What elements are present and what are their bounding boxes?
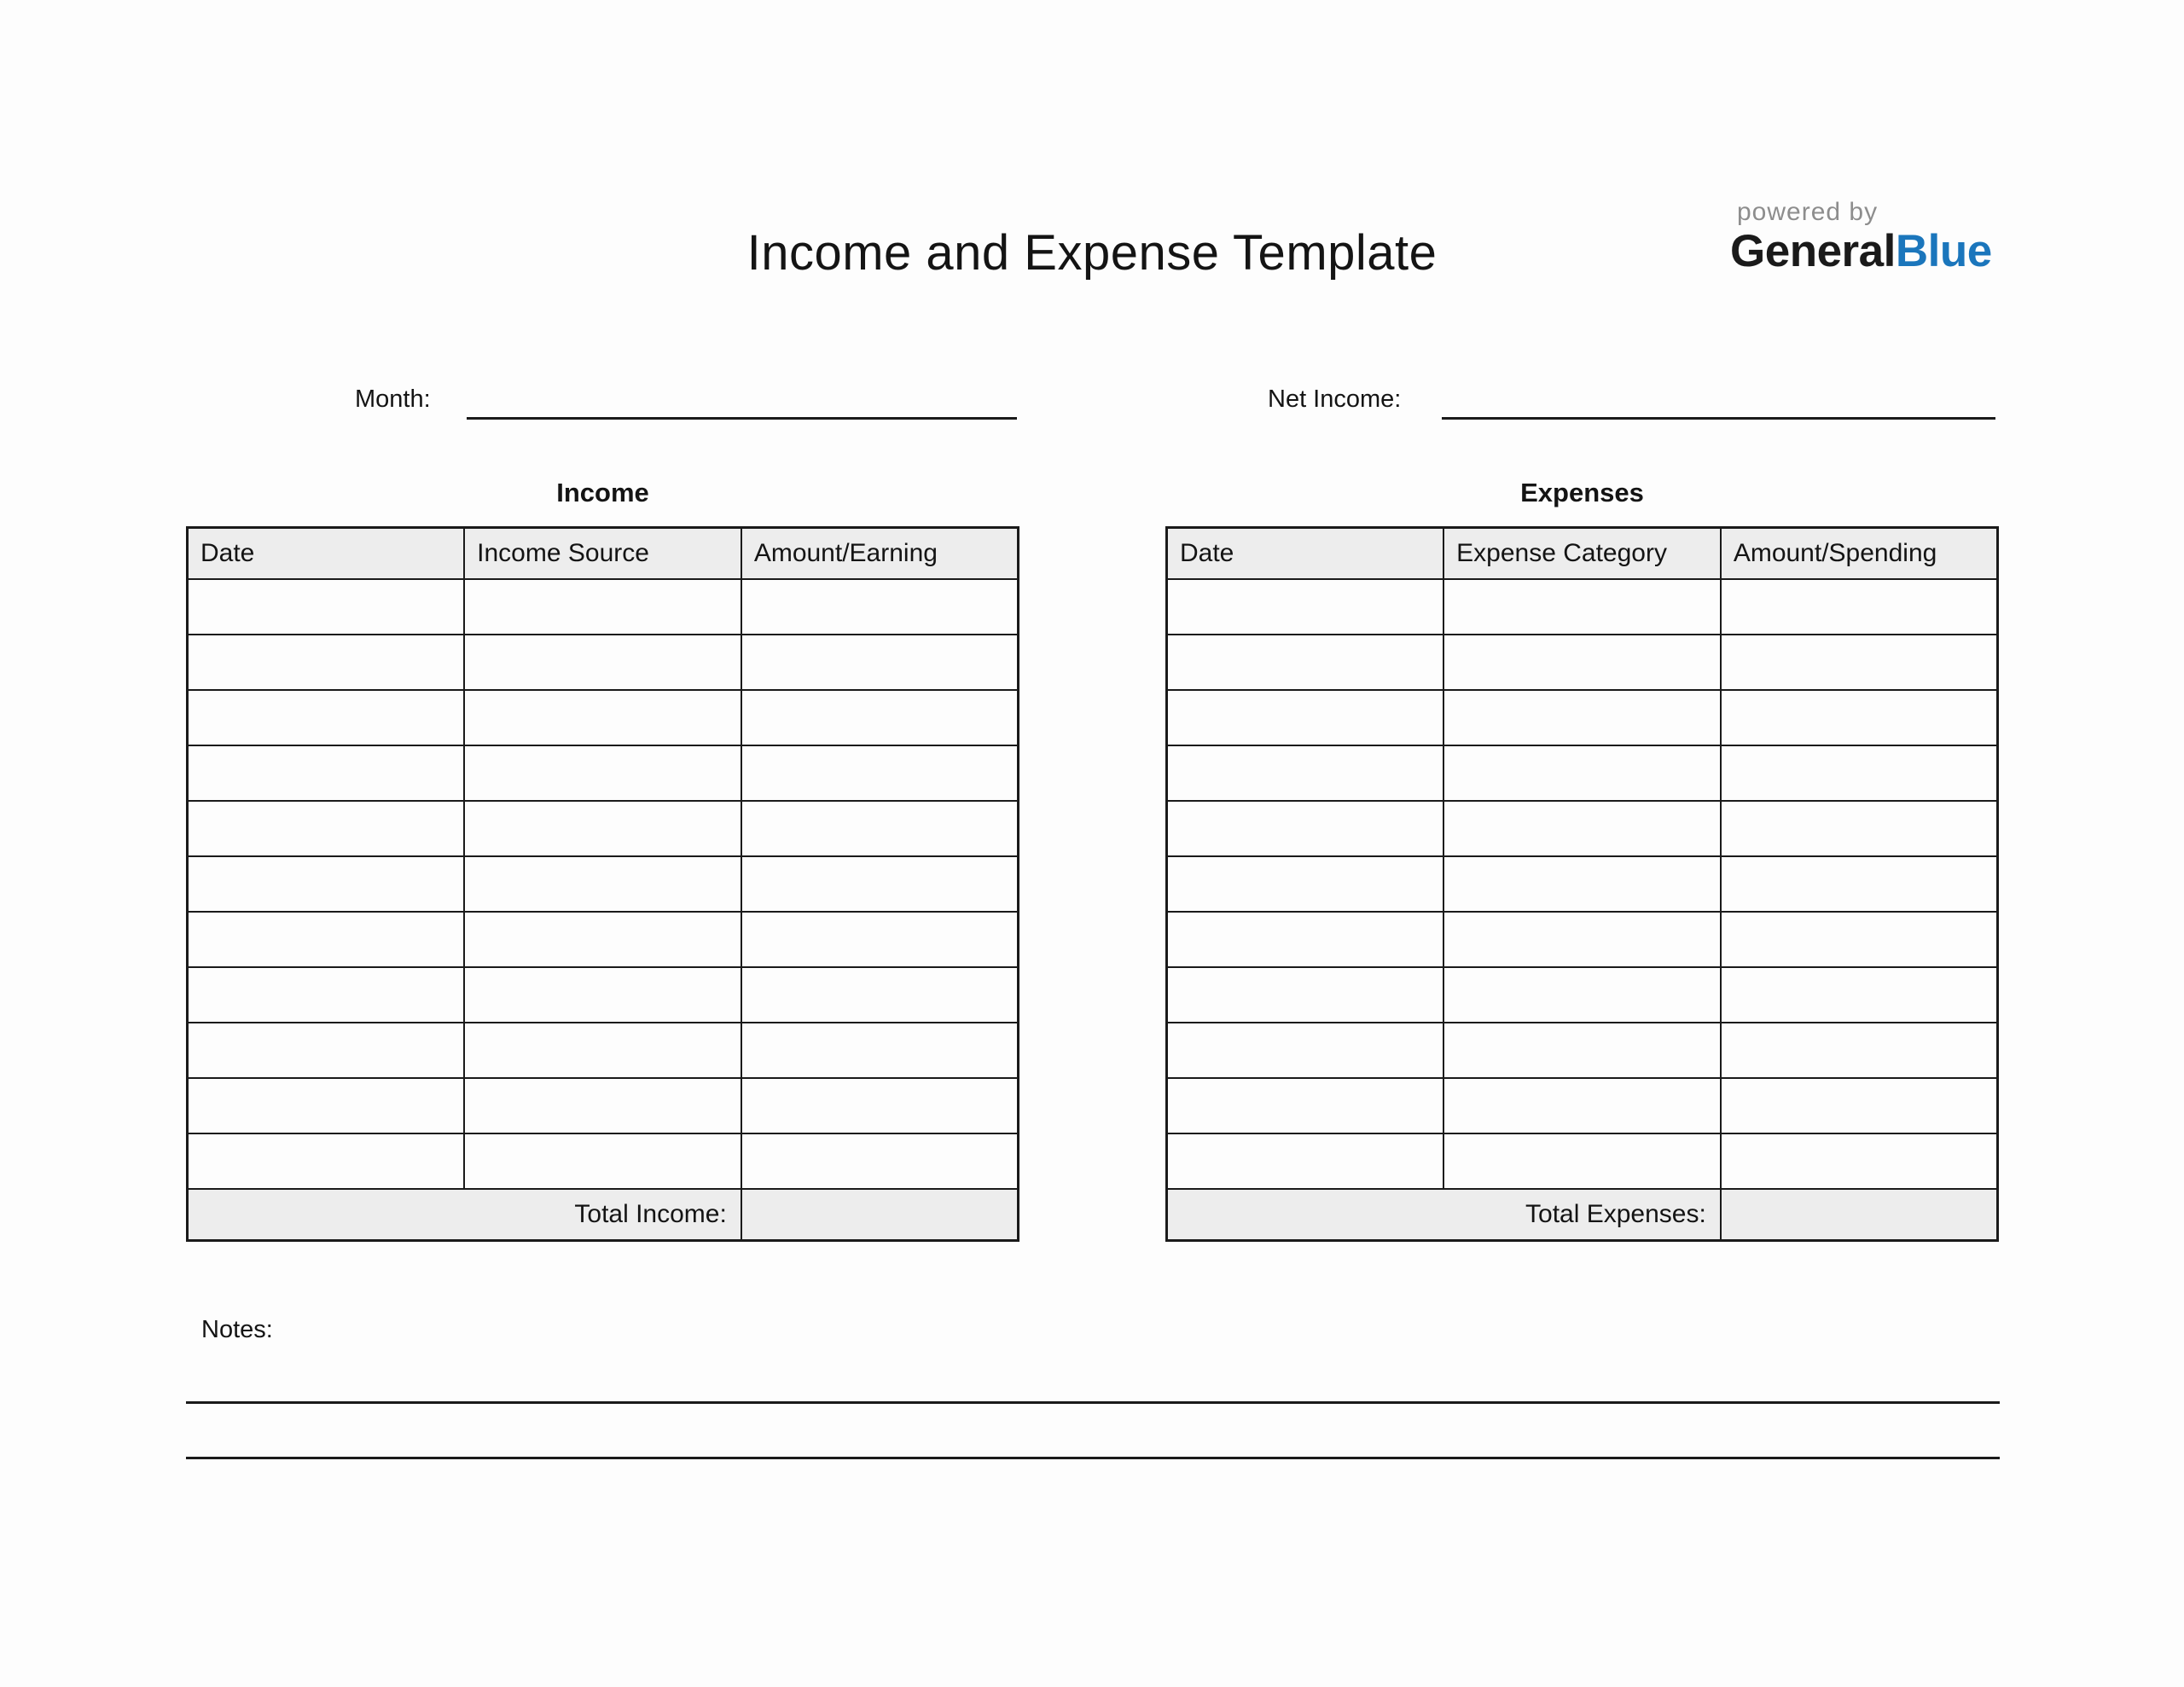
income-table bbox=[186, 526, 1019, 1242]
brand-name-accent: Blue bbox=[1895, 226, 1992, 276]
notes-line-2[interactable] bbox=[186, 1457, 2000, 1459]
empty-cell[interactable] bbox=[188, 801, 465, 856]
table-row bbox=[1167, 1023, 1998, 1078]
empty-cell[interactable] bbox=[1167, 579, 1444, 635]
empty-cell[interactable] bbox=[741, 801, 1019, 856]
brand-name bbox=[1730, 226, 1992, 276]
header-row bbox=[1167, 528, 1998, 580]
empty-cell[interactable] bbox=[188, 690, 465, 745]
table-row bbox=[188, 1078, 1019, 1133]
brand-name-primary: General bbox=[1730, 226, 1896, 276]
empty-cell[interactable] bbox=[1167, 801, 1444, 856]
header-row bbox=[188, 528, 1019, 580]
empty-cell[interactable] bbox=[1721, 745, 1998, 801]
empty-cell[interactable] bbox=[741, 1078, 1019, 1133]
total-value-cell[interactable] bbox=[741, 1189, 1019, 1241]
empty-cell[interactable] bbox=[1721, 1023, 1998, 1078]
empty-cell[interactable] bbox=[1443, 690, 1721, 745]
empty-cell[interactable] bbox=[1721, 967, 1998, 1023]
empty-cell[interactable] bbox=[1167, 1078, 1444, 1133]
notes-label: Notes: bbox=[201, 1316, 273, 1343]
empty-cell[interactable] bbox=[1443, 579, 1721, 635]
table-row bbox=[188, 1133, 1019, 1189]
empty-cell[interactable] bbox=[1443, 635, 1721, 690]
column-header-income-source: Income Source bbox=[464, 528, 741, 580]
empty-cell[interactable] bbox=[1721, 690, 1998, 745]
empty-cell[interactable] bbox=[188, 856, 465, 912]
page-title: Income and Expense Template bbox=[746, 225, 1438, 281]
total-value-cell[interactable] bbox=[1721, 1189, 1998, 1241]
empty-cell[interactable] bbox=[464, 579, 741, 635]
total-label: Total Expenses: bbox=[1167, 1189, 1721, 1241]
empty-cell[interactable] bbox=[464, 967, 741, 1023]
month-value-field[interactable] bbox=[478, 386, 1007, 416]
empty-cell[interactable] bbox=[1721, 1078, 1998, 1133]
net-income-write-line[interactable] bbox=[1442, 417, 1995, 420]
table-row bbox=[188, 579, 1019, 635]
table-row bbox=[1167, 690, 1998, 745]
empty-cell[interactable] bbox=[1443, 1133, 1721, 1189]
empty-cell[interactable] bbox=[1167, 967, 1444, 1023]
table-row bbox=[188, 1023, 1019, 1078]
empty-cell[interactable] bbox=[1167, 1133, 1444, 1189]
empty-cell[interactable] bbox=[1167, 635, 1444, 690]
table-row bbox=[1167, 967, 1998, 1023]
empty-cell[interactable] bbox=[741, 579, 1019, 635]
empty-cell[interactable] bbox=[741, 690, 1019, 745]
empty-cell[interactable] bbox=[1721, 856, 1998, 912]
table-row bbox=[188, 801, 1019, 856]
empty-cell[interactable] bbox=[1443, 745, 1721, 801]
column-header-amount-spending: Amount/Spending bbox=[1721, 528, 1998, 580]
total-label: Total Income: bbox=[188, 1189, 741, 1241]
empty-cell[interactable] bbox=[188, 579, 465, 635]
notes-line-1[interactable] bbox=[186, 1401, 2000, 1404]
empty-cell[interactable] bbox=[741, 967, 1019, 1023]
table-row bbox=[188, 745, 1019, 801]
empty-cell[interactable] bbox=[1167, 912, 1444, 967]
empty-cell[interactable] bbox=[1443, 1023, 1721, 1078]
table-row bbox=[1167, 912, 1998, 967]
table-row bbox=[1167, 856, 1998, 912]
empty-cell[interactable] bbox=[188, 1133, 465, 1189]
empty-cell[interactable] bbox=[464, 856, 741, 912]
table-row bbox=[188, 635, 1019, 690]
expenses-section-title: Expenses bbox=[1520, 478, 1644, 507]
income-section-title: Income bbox=[556, 478, 649, 507]
empty-cell[interactable] bbox=[1443, 967, 1721, 1023]
empty-cell[interactable] bbox=[1167, 745, 1444, 801]
brand-logo bbox=[1730, 200, 1992, 274]
empty-cell[interactable] bbox=[188, 912, 465, 967]
empty-cell[interactable] bbox=[741, 1133, 1019, 1189]
table-row bbox=[1167, 579, 1998, 635]
empty-cell[interactable] bbox=[464, 912, 741, 967]
table-row bbox=[188, 912, 1019, 967]
empty-cell[interactable] bbox=[1721, 912, 1998, 967]
empty-cell[interactable] bbox=[1443, 856, 1721, 912]
empty-cell[interactable] bbox=[464, 635, 741, 690]
month-write-line[interactable] bbox=[467, 417, 1017, 420]
empty-cell[interactable] bbox=[1721, 1133, 1998, 1189]
empty-cell[interactable] bbox=[188, 745, 465, 801]
column-header-expense-category: Expense Category bbox=[1443, 528, 1721, 580]
table-row bbox=[1167, 745, 1998, 801]
column-header-amount-earning: Amount/Earning bbox=[741, 528, 1019, 580]
empty-cell[interactable] bbox=[741, 912, 1019, 967]
empty-cell[interactable] bbox=[188, 635, 465, 690]
net-income-value-field[interactable] bbox=[1452, 386, 1985, 416]
month-label: Month: bbox=[355, 386, 431, 413]
empty-cell[interactable] bbox=[1443, 801, 1721, 856]
powered-by-text: powered by bbox=[1737, 198, 1879, 226]
table-row bbox=[188, 690, 1019, 745]
empty-cell[interactable] bbox=[1443, 912, 1721, 967]
table-row bbox=[1167, 801, 1998, 856]
empty-cell[interactable] bbox=[464, 690, 741, 745]
empty-cell[interactable] bbox=[464, 1023, 741, 1078]
empty-cell[interactable] bbox=[464, 1133, 741, 1189]
column-header-date: Date bbox=[1167, 528, 1444, 580]
empty-cell[interactable] bbox=[1443, 1078, 1721, 1133]
table-row bbox=[188, 967, 1019, 1023]
empty-cell[interactable] bbox=[741, 856, 1019, 912]
expenses-table bbox=[1165, 526, 1999, 1242]
empty-cell[interactable] bbox=[188, 1023, 465, 1078]
empty-cell[interactable] bbox=[464, 745, 741, 801]
empty-cell[interactable] bbox=[741, 745, 1019, 801]
table-row bbox=[1167, 1133, 1998, 1189]
table-row bbox=[1167, 1078, 1998, 1133]
total-row bbox=[1167, 1189, 1998, 1241]
table-row bbox=[1167, 635, 1998, 690]
net-income-label: Net Income: bbox=[1268, 386, 1402, 413]
empty-cell[interactable] bbox=[1721, 801, 1998, 856]
total-row bbox=[188, 1189, 1019, 1241]
empty-cell[interactable] bbox=[464, 1078, 741, 1133]
column-header-date: Date bbox=[188, 528, 465, 580]
empty-cell[interactable] bbox=[1721, 635, 1998, 690]
table-row bbox=[188, 856, 1019, 912]
empty-cell[interactable] bbox=[741, 635, 1019, 690]
empty-cell[interactable] bbox=[1167, 856, 1444, 912]
empty-cell[interactable] bbox=[741, 1023, 1019, 1078]
empty-cell[interactable] bbox=[464, 801, 741, 856]
empty-cell[interactable] bbox=[188, 1078, 465, 1133]
empty-cell[interactable] bbox=[1167, 690, 1444, 745]
empty-cell[interactable] bbox=[1721, 579, 1998, 635]
empty-cell[interactable] bbox=[188, 967, 465, 1023]
empty-cell[interactable] bbox=[1167, 1023, 1444, 1078]
